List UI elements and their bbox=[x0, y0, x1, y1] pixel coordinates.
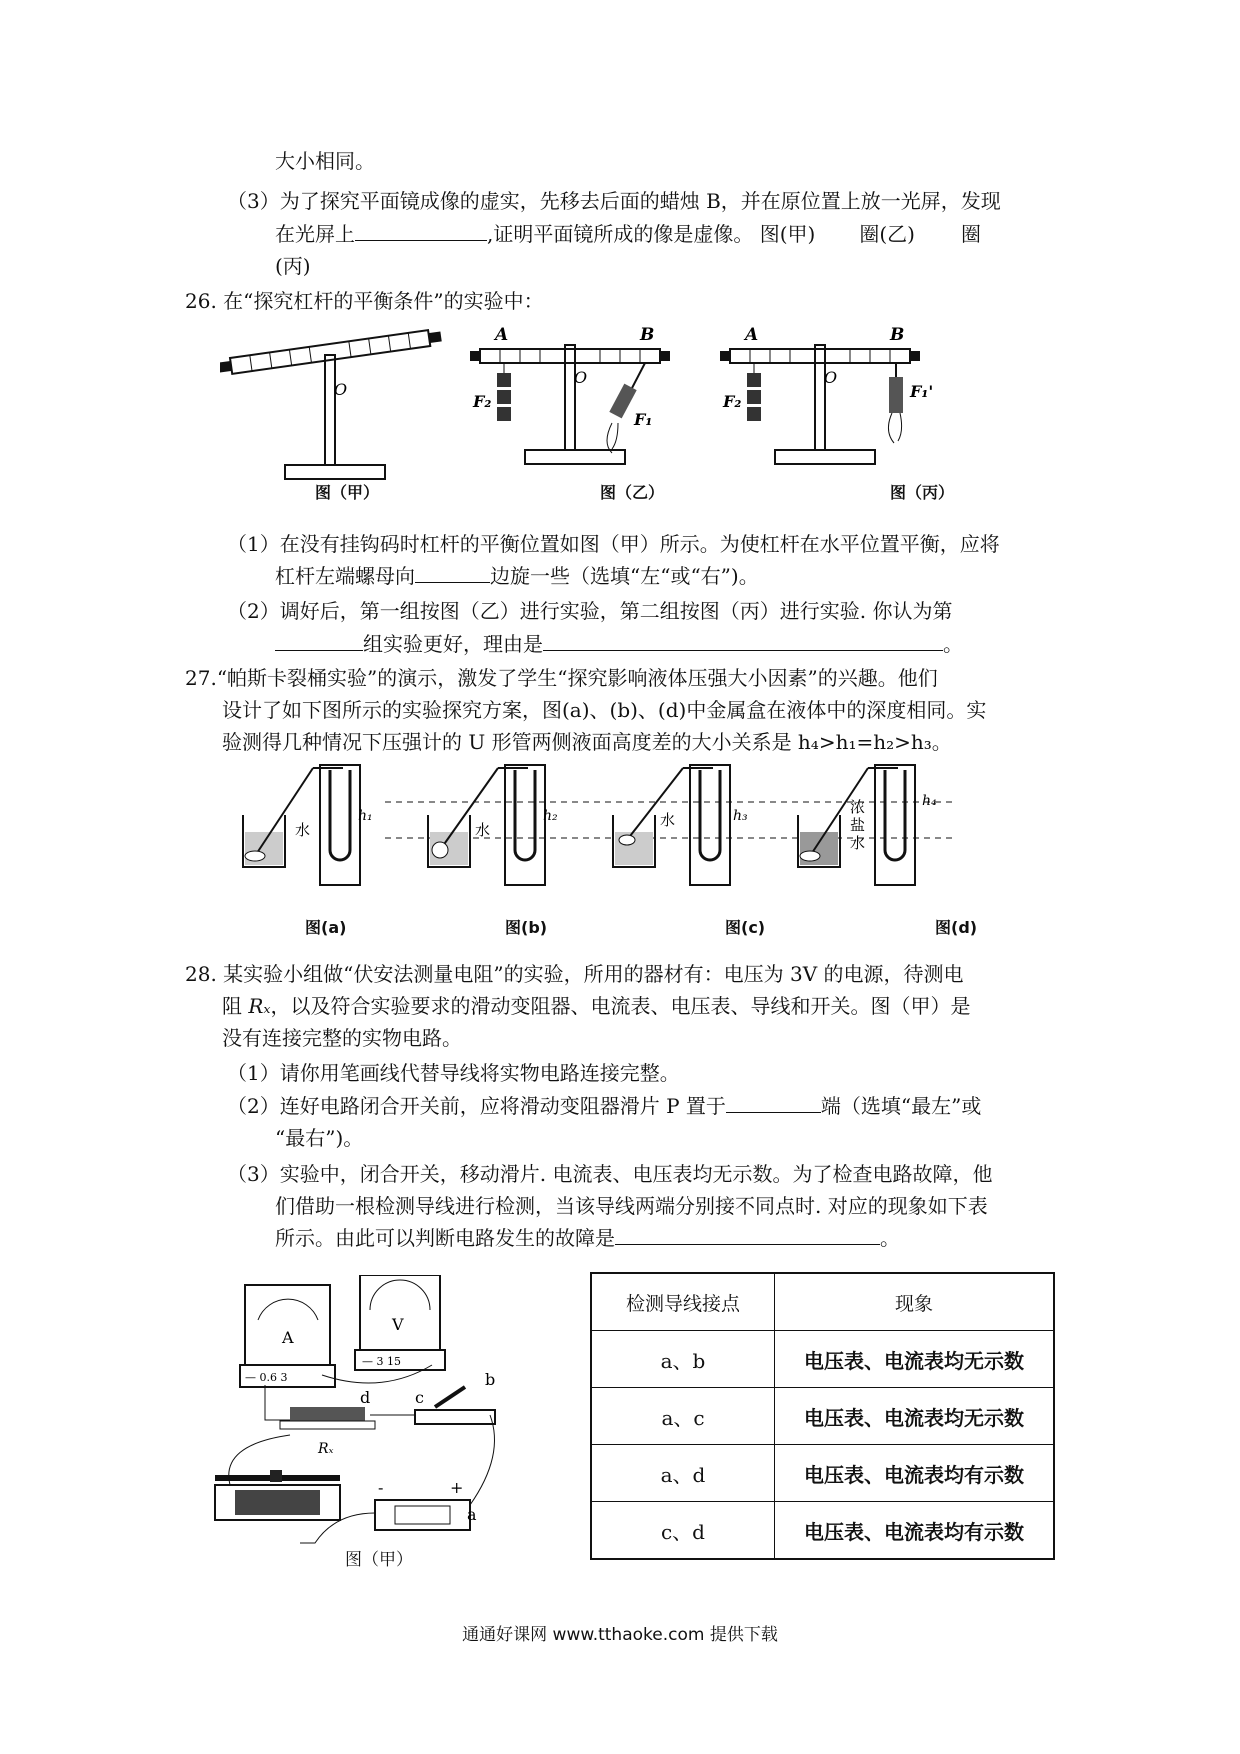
point-b-label: b bbox=[485, 1370, 496, 1389]
q28-part2-line2: “最右”)。 bbox=[275, 1126, 364, 1150]
table-row bbox=[591, 1502, 1054, 1560]
q27-line1 bbox=[185, 662, 938, 694]
resistor-rx bbox=[280, 1388, 375, 1457]
answer-blank[interactable] bbox=[543, 628, 943, 651]
row-points: a、b bbox=[591, 1331, 775, 1388]
q26-part1-line1: （1）在没有挂钩码时杠杆的平衡位置如图（甲）所示。为使杠杆在水平位置平衡，应将 bbox=[227, 532, 1000, 556]
voltmeter-terminals: — 3 15 bbox=[362, 1355, 401, 1368]
ammeter-terminals: — 0.6 3 bbox=[245, 1371, 288, 1384]
page-footer: 通通好课网 www.tthaoke.com 提供下载 bbox=[462, 1625, 778, 1645]
lever-figure-jia bbox=[220, 328, 442, 479]
figure-caption-d: 图(d) bbox=[935, 918, 978, 937]
force-F1-label: F₁ bbox=[634, 410, 653, 429]
q28-part3-line2: 们借助一根检测导线进行检测，当该导线两端分别接不同点时. 对应的现象如下表 bbox=[275, 1194, 988, 1218]
answer-blank[interactable] bbox=[415, 560, 490, 583]
ammeter bbox=[240, 1285, 335, 1387]
figure-caption-c: 图(c) bbox=[725, 918, 766, 937]
lever-figure-yi bbox=[470, 325, 670, 464]
pivot-label: O bbox=[334, 380, 348, 399]
q26-part2-line2 bbox=[275, 628, 963, 660]
point-A-label: A bbox=[745, 325, 759, 345]
q28-line1 bbox=[185, 958, 964, 990]
table-row bbox=[591, 1331, 1054, 1388]
q25-part3-line1: （3）为了探究平面镜成像的虚实，先移去后面的蜡烛 B，并在原位置上放一光屏，发现 bbox=[227, 189, 1001, 213]
brine-label-1: 浓 bbox=[850, 798, 866, 816]
q27-line3: 验测得几种情况下压强计的 U 形管两侧液面高度差的大小关系是 h₄>h₁=h₂>h₃。 bbox=[222, 730, 952, 754]
row-phenomenon: 电压表、电流表均无示数 bbox=[775, 1331, 1055, 1388]
q28-part3-text-a: 所示。由此可以判断电路发生的故障是 bbox=[275, 1226, 615, 1250]
q26-part1-text-b: 边旋一些（选填“左“或“右”)。 bbox=[490, 564, 759, 588]
header-phenomenon: 现象 bbox=[775, 1273, 1055, 1331]
q26-part2-line1: （2）调好后，第一组按图（乙）进行实验，第二组按图（丙）进行实验. 你认为第 bbox=[227, 599, 953, 623]
q28-part3-line3 bbox=[275, 1222, 900, 1254]
pressure-figures bbox=[235, 760, 1055, 910]
question-stem: 在“探究杠杆的平衡条件”的实验中： bbox=[223, 289, 544, 313]
figure-caption-b: 图(b) bbox=[505, 918, 548, 937]
point-B-label: B bbox=[640, 325, 655, 345]
pressure-figure-c bbox=[613, 765, 748, 885]
q28-text-line2a: 阻 bbox=[222, 994, 249, 1018]
q28-text-line2b: ，以及符合实验要求的滑动变阻器、电流表、电压表、导线和开关。图（甲）是 bbox=[270, 994, 971, 1018]
point-B-label: B bbox=[890, 325, 905, 345]
q28-part2-text-b: 端（选填“最左”或 bbox=[820, 1094, 982, 1118]
row-points: a、c bbox=[591, 1388, 775, 1445]
q26-stem bbox=[185, 285, 544, 317]
figure-caption-a: 图(a) bbox=[305, 918, 347, 937]
q27-line2: 设计了如下图所示的实验探究方案，图(a)、(b)、(d)中金属盒在液体中的深度相同。实 bbox=[222, 698, 987, 722]
rx-symbol: Rₓ bbox=[248, 994, 271, 1018]
force-F2-label: F₂ bbox=[473, 392, 492, 411]
q25-part3-text-d: 圈 bbox=[960, 222, 981, 246]
row-points: a、d bbox=[591, 1445, 775, 1502]
q26-part1-line2 bbox=[275, 560, 759, 592]
question-number: 27. bbox=[185, 666, 217, 690]
lever-figures bbox=[220, 315, 1050, 505]
voltmeter-label: V bbox=[392, 1315, 404, 1334]
q26-part2-text-a: 组实验更好，理由是 bbox=[363, 632, 543, 656]
q27-text-line1: “帕斯卡裂桶实验”的演示，激发了学生“探究影响液体压强大小因素”的兴趣。他们 bbox=[216, 666, 938, 690]
q25-part3-line3: (丙) bbox=[275, 254, 311, 278]
lever-figure-bing bbox=[720, 325, 933, 464]
h1-label: h₁ bbox=[358, 808, 373, 824]
q25-part3-text-b: ,证明平面镜所成的像是虚像。 图(甲) bbox=[487, 222, 816, 246]
header-connection-points: 检测导线接点 bbox=[591, 1273, 775, 1331]
h2-label: h₂ bbox=[543, 808, 558, 824]
q28-part3-line1: （3）实验中，闭合开关，移动滑片. 电流表、电压表均无示数。为了检查电路故障，他 bbox=[227, 1162, 993, 1186]
point-c-label: c bbox=[415, 1388, 424, 1407]
figure-caption-jia: 图（甲） bbox=[315, 483, 380, 502]
rx-label: Rₓ bbox=[318, 1441, 334, 1457]
water-label: 水 bbox=[660, 811, 676, 829]
q28-text-line1: 某实验小组做“伏安法测量电阻”的实验，所用的器材有：电压为 3V 的电源，待测电 bbox=[223, 962, 964, 986]
q25-part3-text-c: 圈(乙) bbox=[859, 222, 915, 246]
water-label: 水 bbox=[475, 821, 491, 839]
rheostat bbox=[215, 1470, 340, 1520]
pressure-figure-b bbox=[428, 765, 558, 885]
table-row bbox=[591, 1445, 1054, 1502]
q28-part1: （1）请你用笔画线代替导线将实物电路连接完整。 bbox=[227, 1061, 680, 1085]
force-F2-label: F₂ bbox=[723, 392, 742, 411]
q28-line3: 没有连接完整的实物电路。 bbox=[222, 1026, 462, 1050]
table-row bbox=[591, 1388, 1054, 1445]
water-label: 水 bbox=[295, 821, 311, 839]
circuit-figure-caption: 图（甲） bbox=[345, 1550, 413, 1570]
figure-caption-yi: 图（乙） bbox=[600, 483, 665, 502]
q25-part3-line2 bbox=[275, 218, 981, 250]
pivot-label: O bbox=[824, 368, 838, 387]
point-a-label: a bbox=[467, 1505, 477, 1524]
q26-part1-text-a: 杠杆左端螺母向 bbox=[275, 564, 415, 588]
question-number: 28. bbox=[185, 962, 217, 986]
figure-caption-bing: 图（丙） bbox=[890, 483, 955, 502]
q28-part3-text-b: 。 bbox=[880, 1226, 900, 1250]
brine-label-2: 盐 bbox=[850, 816, 866, 834]
answer-blank[interactable] bbox=[355, 218, 487, 241]
q26-part2-text-b: 。 bbox=[943, 632, 963, 656]
point-A-label: A bbox=[495, 325, 509, 345]
h3-label: h₃ bbox=[733, 808, 748, 824]
voltmeter bbox=[355, 1275, 445, 1370]
pivot-label: O bbox=[574, 368, 588, 387]
h4-label: h₄ bbox=[922, 793, 937, 809]
q28-line2 bbox=[222, 990, 971, 1022]
pressure-figure-a bbox=[243, 765, 373, 885]
battery bbox=[375, 1478, 477, 1530]
q25-part3-text-a: 在光屏上 bbox=[275, 222, 355, 246]
answer-blank[interactable] bbox=[726, 1090, 821, 1113]
answer-blank[interactable] bbox=[275, 628, 363, 651]
question-number: 26. bbox=[185, 289, 217, 313]
answer-blank[interactable] bbox=[615, 1222, 880, 1245]
observation-table bbox=[590, 1272, 1055, 1560]
point-d-label: d bbox=[360, 1388, 371, 1407]
brine-label-3: 水 bbox=[850, 834, 866, 852]
force-F1-prime-label: F₁' bbox=[910, 382, 934, 401]
row-points: c、d bbox=[591, 1502, 775, 1560]
battery-minus: - bbox=[378, 1478, 384, 1497]
q25-continuation: 大小相同。 bbox=[275, 149, 375, 173]
switch bbox=[415, 1370, 495, 1424]
battery-plus: + bbox=[450, 1478, 464, 1497]
row-phenomenon: 电压表、电流表均无示数 bbox=[775, 1388, 1055, 1445]
pressure-figure-d bbox=[798, 765, 937, 885]
row-phenomenon: 电压表、电流表均有示数 bbox=[775, 1502, 1055, 1560]
row-phenomenon: 电压表、电流表均有示数 bbox=[775, 1445, 1055, 1502]
table-header-row bbox=[591, 1273, 1054, 1331]
q28-part2-line1 bbox=[227, 1090, 981, 1122]
circuit-figure bbox=[210, 1275, 580, 1565]
ammeter-label: A bbox=[282, 1328, 294, 1347]
q28-part2-text-a: （2）连好电路闭合开关前，应将滑动变阻器滑片 P 置于 bbox=[227, 1094, 726, 1118]
